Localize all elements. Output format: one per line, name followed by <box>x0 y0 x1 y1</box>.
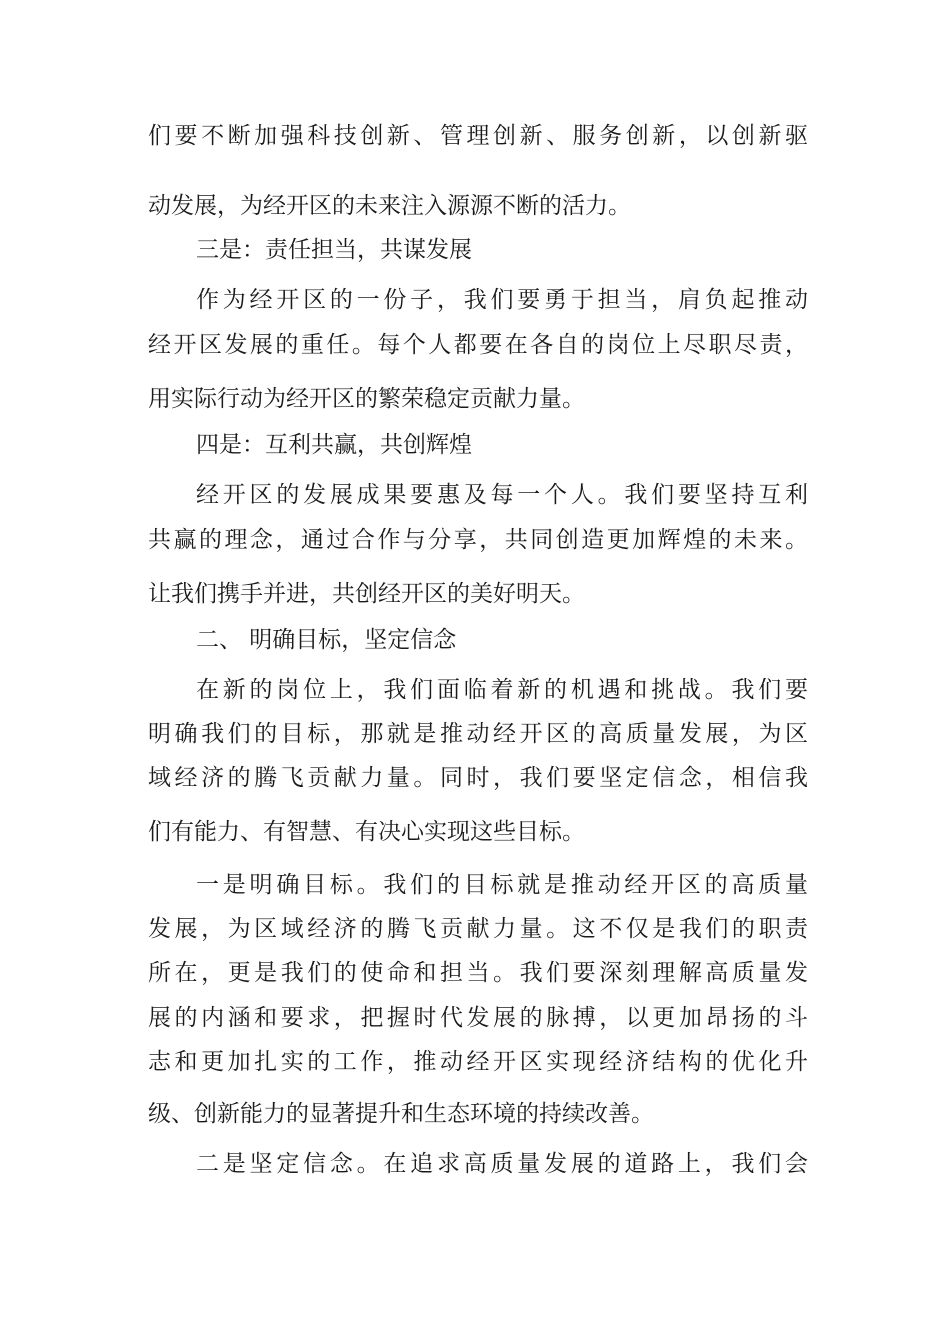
text-line: 二是坚定信念。在追求高质量发展的道路上，我们会 <box>196 1151 808 1177</box>
text-line: 们有能力、有智慧、有决心实现这些目标。 <box>148 819 585 845</box>
text-line: 在新的岗位上，我们面临着新的机遇和挑战。我们要 <box>196 677 808 703</box>
text-line: 一是明确目标。我们的目标就是推动经开区的高质量 <box>196 872 808 898</box>
text-line: 展的内涵和要求，把握时代发展的脉搏，以更加昂扬的斗 <box>148 1005 808 1031</box>
text-line: 们要不断加强科技创新、管理创新、服务创新，以创新驱 <box>148 123 808 149</box>
text-line: 明确我们的目标，那就是推动经开区的高质量发展，为区 <box>148 721 808 747</box>
text-line: 域经济的腾飞贡献力量。同时，我们要坚定信念，相信我 <box>148 765 808 791</box>
section-heading: 三是：责任担当，共谋发展 <box>196 237 472 263</box>
text-line: 级、创新能力的显著提升和生态环境的持续改善。 <box>148 1101 654 1127</box>
text-line: 用实际行动为经开区的繁荣稳定贡献力量。 <box>148 386 585 412</box>
text-line: 共赢的理念，通过合作与分享，共同创造更加辉煌的未来。 <box>148 527 808 553</box>
text-line: 志和更加扎实的工作，推动经开区实现经济结构的优化升 <box>148 1049 808 1075</box>
section-heading: 二、 明确目标，坚定信念 <box>196 627 457 653</box>
section-heading: 四是：互利共赢，共创辉煌 <box>196 432 472 458</box>
text-line: 作为经开区的一份子，我们要勇于担当，肩负起推动 <box>196 287 808 313</box>
text-line: 发展，为区域经济的腾飞贡献力量。这不仅是我们的职责 <box>148 916 808 942</box>
text-line: 经开区发展的重任。每个人都要在各自的岗位上尽职尽责， <box>148 332 808 358</box>
text-line: 所在，更是我们的使命和担当。我们要深刻理解高质量发 <box>148 960 808 986</box>
text-line: 让我们携手并进，共创经开区的美好明天。 <box>148 581 585 607</box>
text-line: 经开区的发展成果要惠及每一个人。我们要坚持互利 <box>196 482 808 508</box>
text-line: 动发展，为经开区的未来注入源源不断的活力。 <box>148 193 631 219</box>
